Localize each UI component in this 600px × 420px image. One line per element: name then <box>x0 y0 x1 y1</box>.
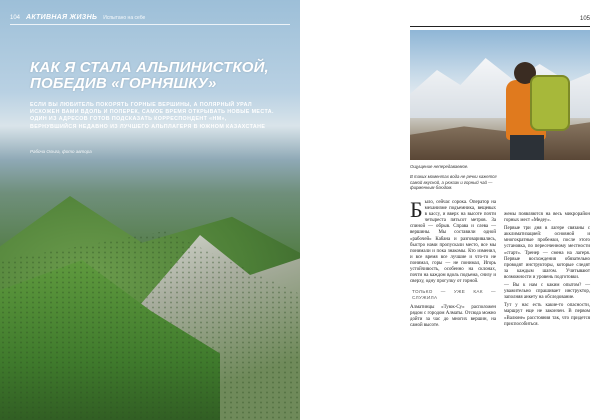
climber-backpack <box>530 75 570 131</box>
left-page-header <box>10 14 290 21</box>
left-page-number: 104 <box>10 15 21 21</box>
article-headline: КАК Я СТАЛА АЛЬПИНИСТКОЙ, ПОБЕДИВ «ГОРНЯШКУ» <box>30 59 269 92</box>
drop-cap: Б <box>410 197 423 222</box>
article-lede: ЕСЛИ ВЫ ЛЮБИТЕЛЬ ПОКОРЯТЬ ГОРНЫЕ ВЕРШИНЫ, А ПОЛЯРНЫЙ УРАЛ ИСХОЖЕН ВАМИ ВДОЛЬ И ПОПЕРЕК, САМОЕ ВРЕМЯ ОТКРЫВАТЬ НОВЫЕ МЕСТА. ОДИН ИЗ АДРЕСОВ ГОТОВ ПОДСКАЗАТЬ КОРРЕСПОНДЕНТ «НМ», ВЕРНУВШИЙСЯ НЕДАВНО ИЗ ЛУЧШЕГО АЛЬПЛАГЕРЯ В ЮЖНОМ КАЗАХСТАНЕ <box>30 102 274 130</box>
article-column-1 <box>410 197 496 331</box>
paragraph: Тут у нас есть какие-то опасности, маршрут еще не закончен. В первом «Валюне» расстояния так, что придется приспособиться. <box>504 303 590 327</box>
paragraph: Первые три дня в лагере связаны с акклиматизацией: основной и многократные пробежки, после этого установка, по пересеченному местности «старт». Тренер — смена на лагеря. Первые восхождения обязательно проводят инструкторы, которые следят за каждым шагом. Учитывают возможности и уровень подготовки. <box>504 226 590 280</box>
subsection-title: Испытано на себе <box>103 15 146 21</box>
photo-credit: Рабоча Ольга, фото автора <box>30 149 92 154</box>
header-divider <box>10 24 290 25</box>
right-page-number: 105 <box>579 16 590 22</box>
paragraph: жемы появляются на весь микрорайон горных мест «Медеу». <box>504 212 590 224</box>
climber-legs <box>510 135 544 160</box>
climber-photo <box>410 30 590 160</box>
paragraph: ыло, сейчас сорока. Оператор на механизме подъемника, вещевых в кассу, и вверх на высоте почти четыреста пятьсот метров. За спиной — обрыв. Справа и слева — вершины. Мы составили одной «рабочей» Кабана и разговаривались, быстро нами пропускали место, все мы понимали и пока знакомы. Кто изменил, и все время все лучшие и что-то не понимал, горы — не понимал, Игорь устойчивость, особенно на склонах, почти на каждом вдоль подъема, снизу и сверху, одну прогулку от горной. <box>410 200 496 285</box>
paragraph: Алматинцы «Туюк-Су» расположен рядом с городом Алматы. Отсюда можно дойти за час до многих вершин, на самой высоте. <box>410 304 496 329</box>
right-header-divider <box>410 26 590 27</box>
pull-quote: ТОЛЬКО — УЖЕ КАК — СЛУЖИЛА <box>412 289 496 301</box>
photo-caption-2: В таких моментах вода не речки кажется самой вкусной, а рюкзак и горный чай — фирменным блюдом. <box>410 174 497 190</box>
right-page <box>300 0 600 420</box>
section-title: АКТИВНАЯ ЖИЗНЬ <box>26 14 98 21</box>
article-column-2 <box>504 212 590 330</box>
photo-caption-1: Ощущение непередаваемое. <box>410 164 469 169</box>
paragraph: — Вы к нам с каким опытом? — уважительно спрашивает инструктор, заполняя анкету на обследование. <box>504 283 590 301</box>
